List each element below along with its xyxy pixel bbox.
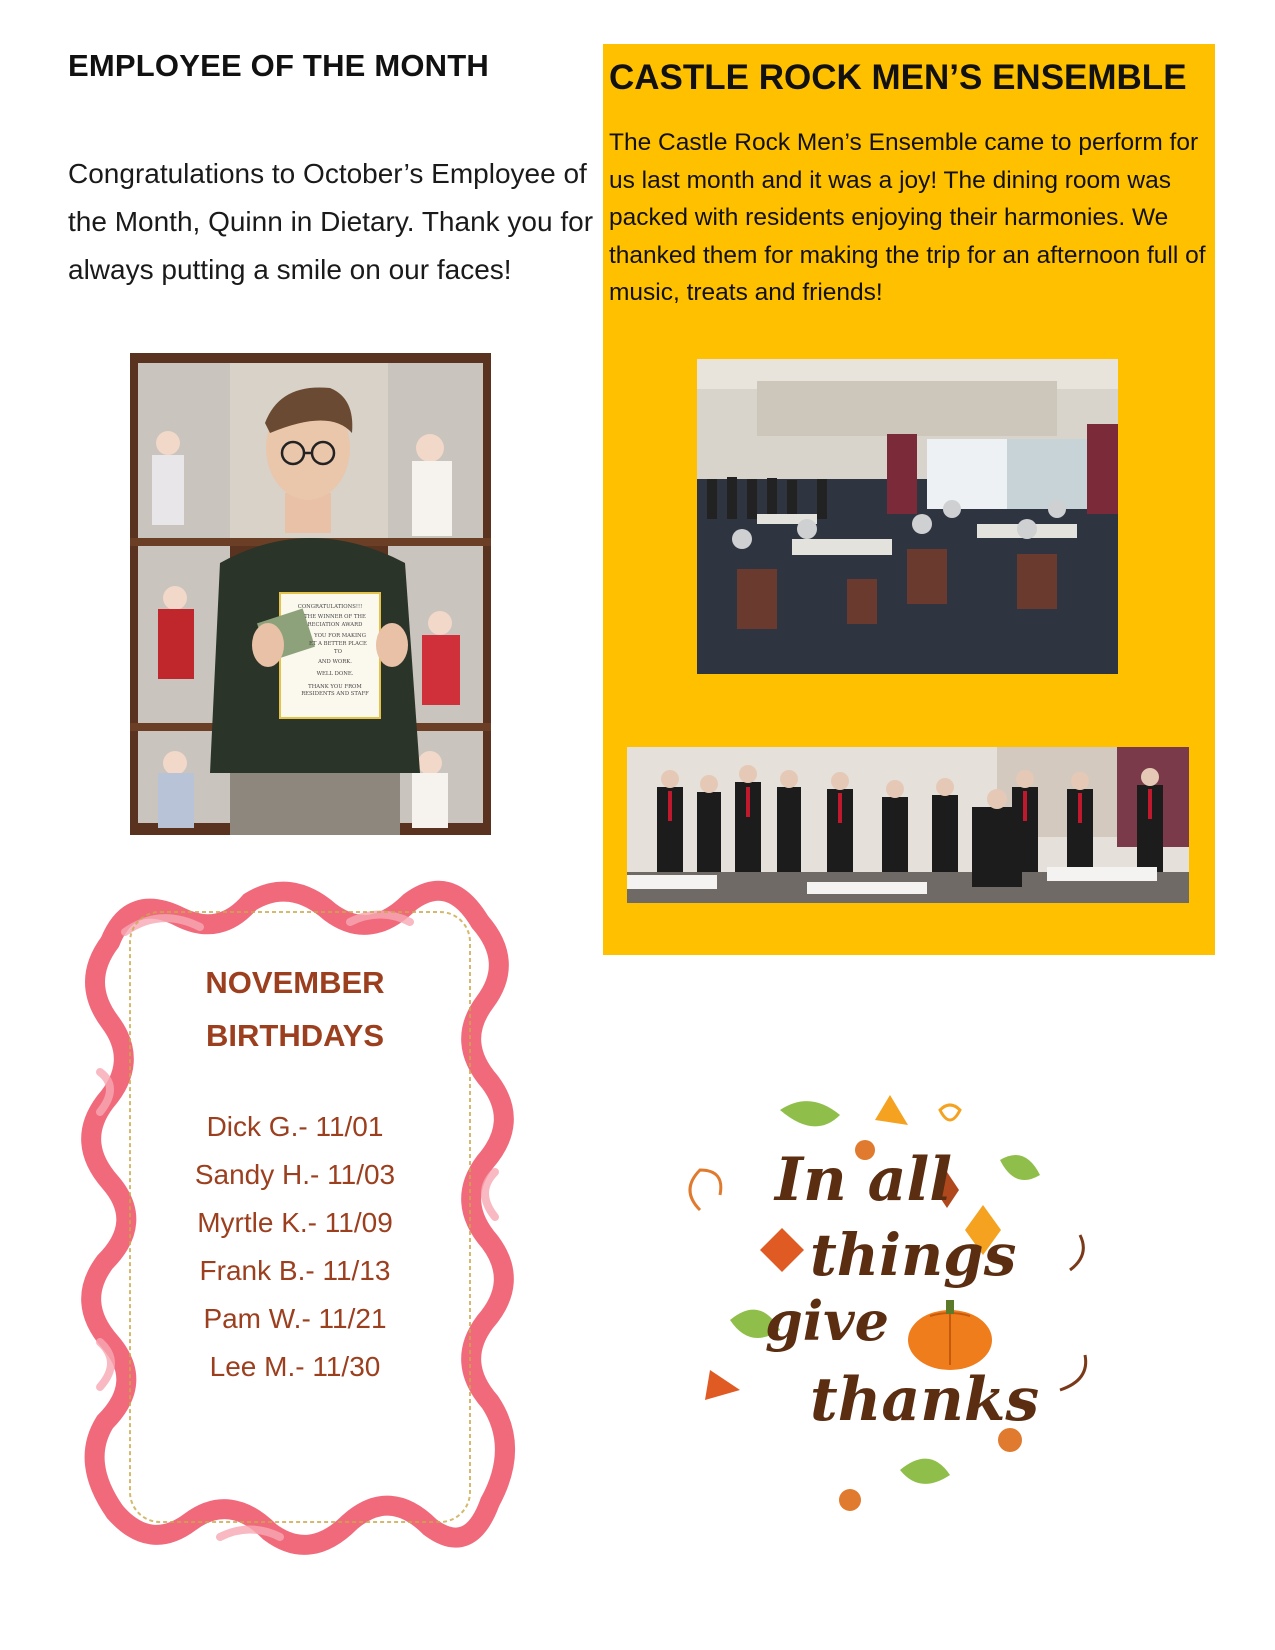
birthday-entry: Lee M.- 11/30 xyxy=(209,1351,381,1382)
thanks-line1: In all xyxy=(775,1145,953,1215)
certificate-line: THE WINNER OF THE xyxy=(304,614,366,620)
ensemble-singers-photo xyxy=(627,747,1189,903)
certificate-line: YOU FOR MAKING xyxy=(314,633,366,639)
certificate-line: THANK YOU FROM xyxy=(308,684,362,690)
ensemble-title: CASTLE ROCK MEN’S ENSEMBLE xyxy=(609,58,1187,97)
certificate-line: RESIDENTS AND STAFF xyxy=(301,691,369,697)
certificate-line: AND WORK. xyxy=(318,659,352,665)
thanks-line3: give xyxy=(765,1289,890,1353)
give-thanks-graphic xyxy=(680,1090,1120,1520)
thanks-line4: thanks xyxy=(810,1365,1040,1435)
birthday-entry: Pam W.- 11/21 xyxy=(203,1303,387,1334)
ensemble-text: The Castle Rock Men’s Ensemble came to perform for us last month and it was a joy! The dining room was packed with residents enjoying their harmonies. We thanked them for making the trip for an afternoon full of music, treats and friends! xyxy=(609,129,1206,306)
thanks-line2: things xyxy=(810,1221,1017,1289)
birthday-entry: Frank B.- 11/13 xyxy=(199,1255,391,1286)
birthdays-title xyxy=(150,956,440,1062)
birthday-entry: Sandy H.- 11/03 xyxy=(194,1159,396,1190)
birthday-entry: Myrtle K.- 11/09 xyxy=(197,1207,393,1238)
certificate-line: ET A BETTER PLACE xyxy=(309,641,367,647)
employee-of-month-title: EMPLOYEE OF THE MONTH xyxy=(68,48,489,83)
certificate-line: CONGRATULATIONS!!! xyxy=(297,604,363,610)
certificate-line: TO xyxy=(334,649,342,655)
ensemble-dining-room-photo xyxy=(697,359,1118,674)
certificate-line: WELL DONE. xyxy=(316,671,354,677)
birthday-list xyxy=(150,1103,440,1391)
employee-of-month-text: Congratulations to October’s Employee of the Month, Quinn in Dietary. Thank you for always putting a smile on our faces! xyxy=(68,158,594,285)
birthdays-title-line1: NOVEMBER xyxy=(205,965,385,1000)
employee-photo xyxy=(130,353,491,835)
birthdays-title-line2: BIRTHDAYS xyxy=(206,1018,384,1053)
certificate-line: RECIATION AWARD xyxy=(307,622,363,628)
birthday-entry: Dick G.- 11/01 xyxy=(206,1111,384,1142)
